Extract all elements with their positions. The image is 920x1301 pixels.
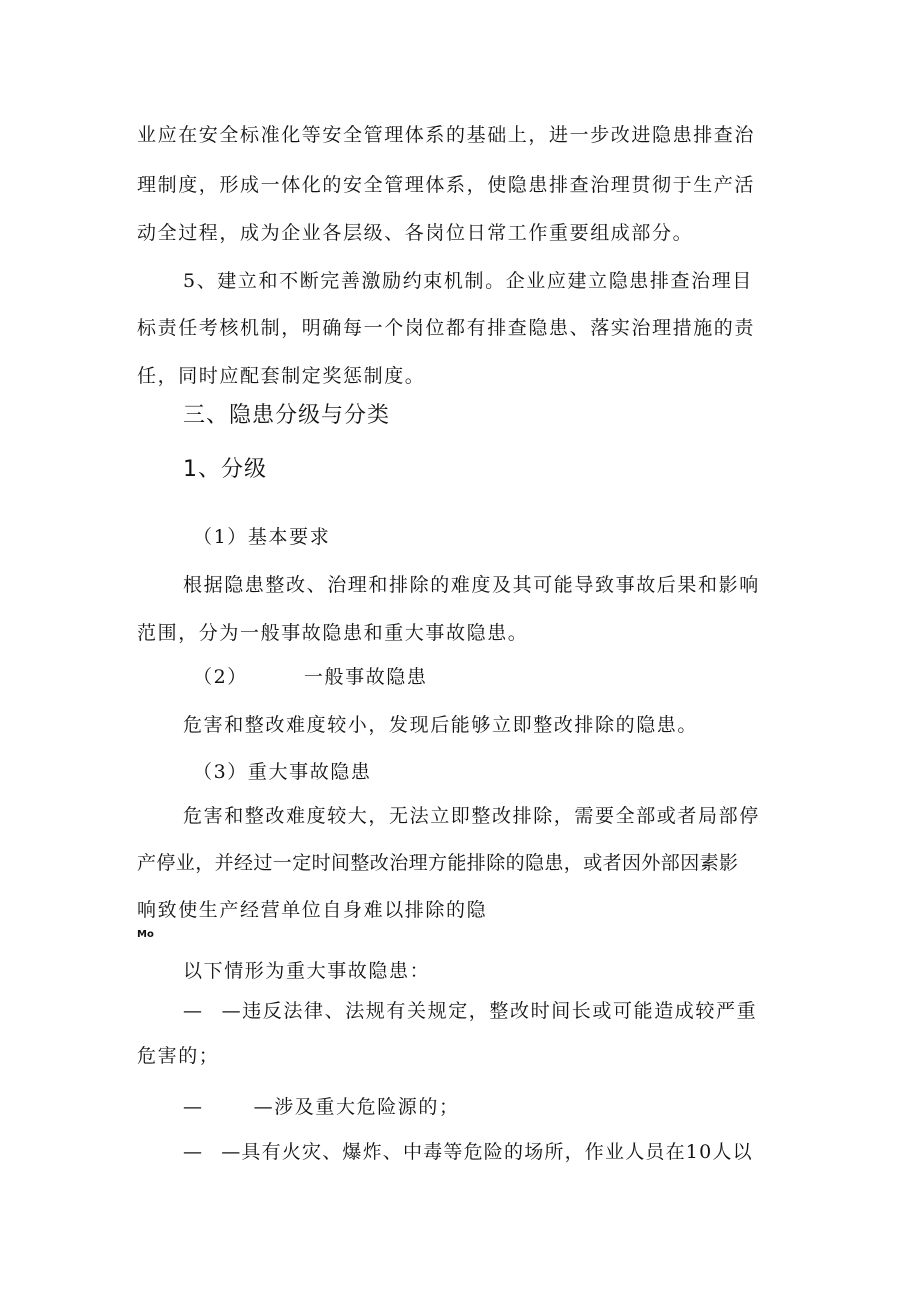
dash-mark: — (183, 1096, 204, 1118)
dash-list-item (183, 1094, 460, 1120)
paragraph-line: 危害和整改难度较小，发现后能够立即整改排除的隐患。 (183, 714, 699, 736)
sub-heading: 1、分级 (183, 457, 267, 482)
dash-item-text: —涉及重大危险源的； (253, 1096, 460, 1118)
paragraph-line: 动全过程，成为企业各层级、各岗位日常工作重要组成部分。 (137, 222, 694, 244)
paragraph-line: 业应在安全标准化等安全管理体系的基础上，进一步改进隐患排查治 (137, 124, 756, 146)
paragraph-line: 任，同时应配套制定奖惩制度。 (137, 365, 426, 387)
item-title: 一般事故隐患 (303, 666, 428, 688)
item-heading-1: （1）基本要求 (193, 526, 331, 548)
dash-list-item (183, 1139, 753, 1165)
paragraph-line: 响致使生产经营单位自身难以排除的隐 (137, 899, 488, 921)
paragraph-line: 以下情形为重大事故隐患： (183, 960, 431, 982)
dash-mark: — (183, 1000, 204, 1022)
item-number: （2） (193, 666, 248, 688)
dash-list-item (183, 998, 757, 1024)
stray-mark: Mo (137, 929, 154, 940)
section-heading: 三、隐患分级与分类 (183, 403, 391, 428)
paragraph-line: 理制度，形成一体化的安全管理体系，使隐患排查治理贯彻于生产活 (137, 174, 756, 196)
item-heading-2 (193, 664, 428, 690)
paragraph-line: 5、建立和不断完善激励约束机制。企业应建立隐患排查治理目 (183, 270, 753, 292)
dash-mark: — (183, 1141, 204, 1163)
paragraph-line: 产停业，并经过一定时间整改治理方能排除的隐患，或者因外部因素影 (137, 852, 739, 874)
paragraph-line: 标责任考核机制，明确每一个岗位都有排查隐患、落实治理措施的责 (137, 317, 756, 339)
dash-item-text: —违反法律、法规有关规定，整改时间长或可能造成较严重 (221, 1000, 758, 1022)
item-heading-3: （3）重大事故隐患 (193, 761, 372, 783)
paragraph-line: 危害和整改难度较大，无法立即整改排除，需要全部或者局部停 (183, 805, 760, 827)
paragraph-line: 根据隐患整改、治理和排除的难度及其可能导致事故后果和影响 (183, 574, 760, 596)
dash-item-text: —具有火灾、爆炸、中毒等危险的场所，作业人员在10人以 (221, 1141, 753, 1163)
paragraph-line: 范围，分为一般事故隐患和重大事故隐患。 (137, 622, 529, 644)
paragraph-line: 危害的； (137, 1045, 220, 1067)
